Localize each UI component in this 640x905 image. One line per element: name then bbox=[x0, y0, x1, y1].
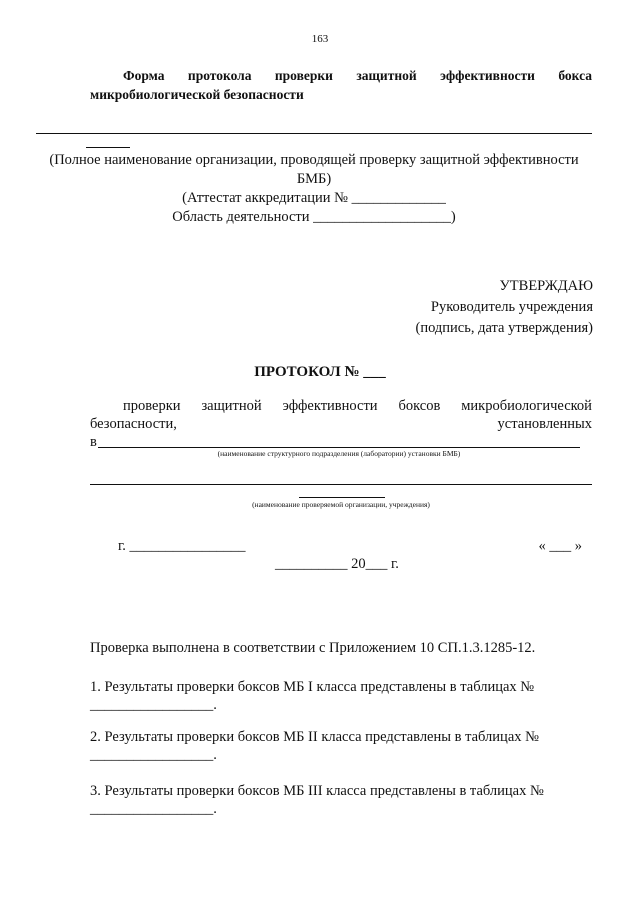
org-name-short-line bbox=[86, 147, 130, 148]
form-title bbox=[90, 66, 592, 104]
protocol-word: боксов bbox=[398, 398, 441, 414]
result-item-1: 1. Результаты проверки боксов МБ I класса представлены в таблицах № bbox=[90, 679, 535, 695]
activity-line: Область деятельности ___________________) bbox=[172, 209, 456, 225]
organization-line bbox=[90, 484, 592, 485]
form-title-word: Форма bbox=[123, 68, 165, 83]
accreditation-line: (Аттестат аккредитации № _____________ bbox=[182, 190, 446, 206]
protocol-line2-right: установленных bbox=[497, 416, 592, 432]
protocol-word: защитной bbox=[201, 398, 262, 414]
org-block bbox=[36, 151, 592, 227]
form-title-line2: микробиологической безопасности bbox=[90, 87, 304, 102]
organization-short-line bbox=[299, 497, 385, 498]
lab-name-line bbox=[98, 447, 580, 448]
organization-caption: (наименование проверяемой организации, учреждения) bbox=[252, 500, 430, 509]
form-title-word: бокса bbox=[558, 68, 592, 83]
approval-note: (подпись, дата утверждения) bbox=[415, 320, 593, 336]
day-field: « ___ » bbox=[538, 538, 582, 554]
protocol-text bbox=[90, 397, 592, 451]
form-title-word: протокола bbox=[187, 68, 252, 83]
org-name-caption-end: БМБ) bbox=[296, 171, 332, 187]
result-item-3: 3. Результаты проверки боксов МБ III класса представлены в таблицах № bbox=[90, 783, 544, 799]
page-number: 163 bbox=[311, 33, 329, 45]
protocol-word: микробиологической bbox=[461, 398, 592, 414]
form-title-line1 bbox=[90, 66, 592, 85]
protocol-prefix-v: в bbox=[90, 434, 97, 450]
protocol-line2 bbox=[90, 415, 592, 433]
protocol-word: проверки bbox=[123, 398, 181, 414]
result-item-3-blank: _________________. bbox=[90, 801, 217, 817]
protocol-word: эффективности bbox=[282, 398, 378, 414]
org-name-line bbox=[36, 133, 592, 134]
approval-block bbox=[415, 276, 593, 339]
form-title-word: эффективности bbox=[440, 68, 535, 83]
year-field: __________ 20___ г. bbox=[275, 556, 399, 572]
approval-position: Руководитель учреждения bbox=[430, 299, 593, 315]
protocol-line1 bbox=[90, 397, 592, 415]
result-item-2-blank: _________________. bbox=[90, 747, 217, 763]
form-title-word: защитной bbox=[356, 68, 417, 83]
result-item-1-blank: _________________. bbox=[90, 697, 217, 713]
org-name-caption: (Полное наименование организации, проводящей проверку защитной эффективности bbox=[49, 152, 579, 168]
result-item-2: 2. Результаты проверки боксов МБ II класса представлены в таблицах № bbox=[90, 729, 539, 745]
city-field: г. ________________ bbox=[118, 538, 246, 554]
lab-name-caption: (наименование структурного подразделения (лаборатории) установки БМБ) bbox=[217, 449, 461, 458]
protocol-title: ПРОТОКОЛ № ___ bbox=[254, 364, 386, 380]
approval-title: УТВЕРЖДАЮ bbox=[499, 278, 593, 294]
compliance-text: Проверка выполнена в соответствии с Приложением 10 СП.1.3.1285-12. bbox=[90, 640, 536, 656]
form-title-word: проверки bbox=[274, 68, 333, 83]
protocol-line2-left: безопасности, bbox=[90, 416, 177, 432]
